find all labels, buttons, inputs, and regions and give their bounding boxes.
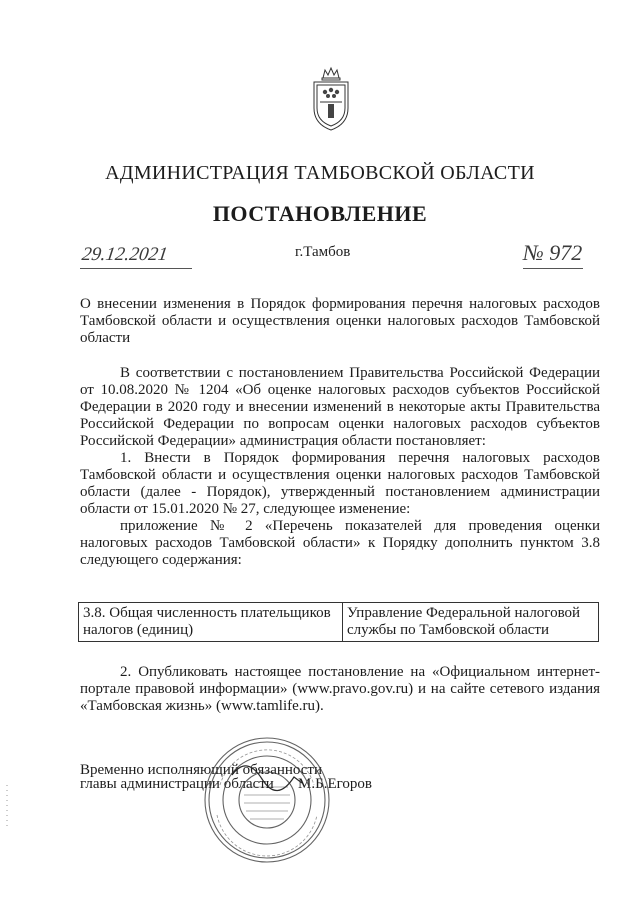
document-city: г.Тамбов	[295, 244, 351, 260]
issuing-authority: АДМИНИСТРАЦИЯ ТАМБОВСКОЙ ОБЛАСТИ	[105, 162, 535, 184]
preamble-paragraph: В соответствии с постановлением Правительства Российской Федерации от 10.08.2020 № 1204 «Об оценке налоговых расходов субъектов Российской Федерации в 2020 году и внесении изменений в некоторые акты Правительства Российской Федерации по вопросам оценки налоговых расходов субъектов Российской Федерации» администрация области постановляет:	[80, 365, 600, 449]
signer-position-line-1: Временно исполняющий обязанности	[80, 762, 323, 778]
document-subject: О внесении изменения в Порядок формирования перечня налоговых расходов Тамбовской области и осуществления оценки налоговых расходов Тамбовской области	[80, 296, 600, 346]
item-1-detail-paragraph: приложение № 2 «Перечень показателей для проведения оценки налоговых расходов Тамбовской области» к Порядку дополнить пунктом 3.8 следующего содержания:	[80, 518, 600, 568]
official-stamp-icon	[202, 735, 332, 865]
item-1-paragraph: 1. Внести в Порядок формирования перечня налоговых расходов Тамбовской области и осуществления оценки налоговых расходов Тамбовской области (далее - Порядок), утвержденный постановлением администрации области от 15.01.2020 № 27, следующее изменение:	[80, 450, 600, 517]
document-body	[80, 365, 600, 569]
indicator-cell: 3.8. Общая численность плательщиков налогов (единиц)	[79, 603, 343, 642]
coat-of-arms-icon	[306, 66, 356, 132]
margin-mark	[6, 785, 8, 827]
table-row	[79, 603, 599, 642]
signer-name: М.Б.Егоров	[298, 776, 372, 792]
document-date: 29.12.2021	[80, 244, 170, 265]
date-underline	[80, 268, 192, 269]
publication-paragraph: 2. Опубликовать настоящее постановление на «Официальном интернет-портале правовой информации» (www.pravo.gov.ru) и на сайте сетевого издания «Тамбовская жизнь» (www.tamlife.ru).	[80, 664, 600, 714]
amendment-table	[78, 602, 599, 642]
signer-position-line-2: главы администрации области	[80, 776, 274, 792]
document-number: № 972	[523, 240, 583, 265]
number-underline	[523, 268, 583, 269]
document-type: ПОСТАНОВЛЕНИЕ	[212, 201, 428, 226]
publication-section	[80, 664, 600, 715]
source-cell: Управление Федеральной налоговой службы по Тамбовской области	[343, 603, 599, 642]
